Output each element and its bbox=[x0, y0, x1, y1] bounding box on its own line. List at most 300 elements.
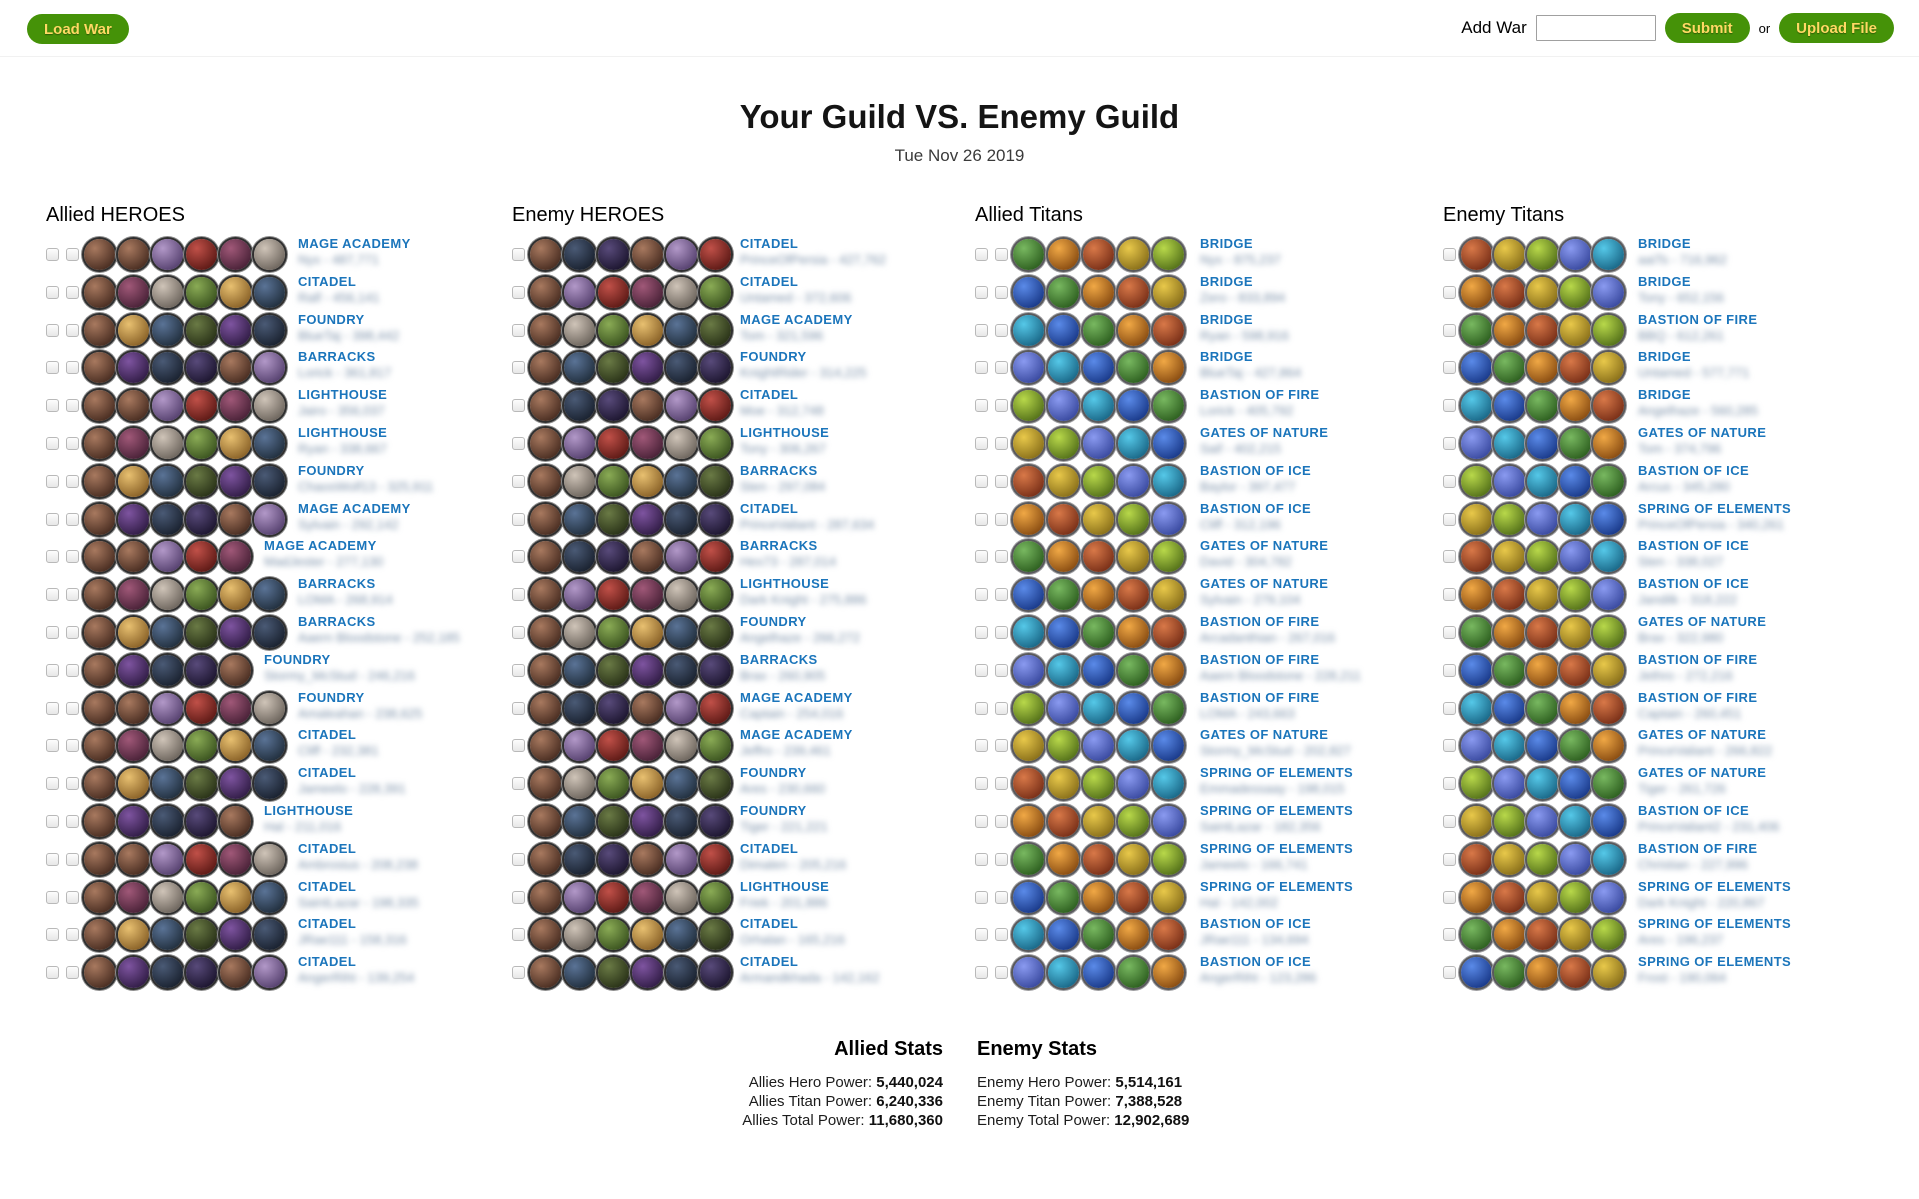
defense-checkbox[interactable] bbox=[512, 966, 525, 979]
titan-avatar bbox=[1153, 693, 1184, 724]
titan-avatar bbox=[1083, 239, 1114, 270]
stat-label: Enemy Hero Power: bbox=[977, 1074, 1112, 1091]
defense-checkbox[interactable] bbox=[512, 324, 525, 337]
titan-avatar bbox=[1083, 693, 1114, 724]
hero-avatar bbox=[152, 768, 183, 799]
stat-line bbox=[640, 1073, 943, 1092]
defense-checkbox[interactable] bbox=[995, 475, 1008, 488]
player-name-blurred: Hex73 - 287,014 bbox=[740, 554, 837, 570]
defense-checkbox[interactable] bbox=[975, 361, 988, 374]
defense-checkbox[interactable] bbox=[46, 361, 59, 374]
building-label: LIGHTHOUSE bbox=[740, 878, 830, 894]
player-name-blurred: Christian - 227,996 bbox=[1638, 856, 1748, 872]
defense-checkbox[interactable] bbox=[512, 626, 525, 639]
player-name-blurred: KnightRider - 314,225 bbox=[740, 365, 867, 381]
titan-avatar bbox=[1494, 806, 1525, 837]
hero-avatar bbox=[254, 957, 285, 988]
hero-avatar bbox=[598, 617, 629, 648]
building-label: BARRACKS bbox=[298, 614, 376, 629]
titan-avatar bbox=[1461, 352, 1492, 383]
defense-checkbox[interactable] bbox=[1443, 739, 1456, 752]
defense-checkbox[interactable] bbox=[1443, 399, 1456, 412]
stat-value: 11,680,360 bbox=[868, 1112, 943, 1129]
titan-avatar bbox=[1048, 466, 1079, 497]
defense-checkbox[interactable] bbox=[975, 777, 988, 790]
player-name-blurred: Angelhaze - 266,272 bbox=[740, 630, 860, 645]
titan-avatar bbox=[1013, 466, 1044, 497]
hero-avatar bbox=[84, 541, 115, 572]
defense-checkbox[interactable] bbox=[66, 853, 79, 866]
player-name-blurred: Brax - 322,980 bbox=[1638, 630, 1724, 645]
defense-checkbox[interactable] bbox=[975, 739, 988, 752]
defense-checkbox[interactable] bbox=[975, 550, 988, 563]
building-label: GATES OF NATURE bbox=[1638, 765, 1767, 781]
defense-checkbox[interactable] bbox=[995, 399, 1008, 412]
titan-avatar bbox=[1153, 277, 1184, 308]
hero-avatar bbox=[254, 315, 285, 346]
defense-checkbox[interactable] bbox=[1443, 361, 1456, 374]
hero-avatar bbox=[598, 541, 629, 572]
hero-avatar bbox=[632, 693, 663, 724]
defense-checkbox[interactable] bbox=[1443, 550, 1456, 563]
player-name-blurred: Sten - 338,027 bbox=[1638, 554, 1724, 570]
hero-avatar bbox=[220, 693, 251, 724]
titan-avatar bbox=[1153, 239, 1184, 270]
titan-avatar bbox=[1461, 541, 1492, 572]
allied-heroes-header: Allied HEROES bbox=[46, 204, 185, 226]
hero-avatar bbox=[118, 768, 149, 799]
titan-avatar bbox=[1560, 541, 1591, 572]
defense-checkbox[interactable] bbox=[512, 550, 525, 563]
titan-avatar bbox=[1461, 844, 1492, 875]
player-name-blurred: Stormy_McStud - 202,827 bbox=[1200, 743, 1352, 759]
defense-checkbox[interactable] bbox=[46, 248, 59, 261]
defense-checkbox[interactable] bbox=[995, 702, 1008, 715]
titan-avatar bbox=[1118, 655, 1149, 686]
defense-checkbox[interactable] bbox=[512, 361, 525, 374]
player-name-blurred: Ambrosius - 208,238 bbox=[298, 856, 418, 872]
defense-checkbox[interactable] bbox=[46, 966, 59, 979]
defense-checkbox[interactable] bbox=[46, 437, 59, 450]
stat-value: 7,388,528 bbox=[1115, 1093, 1183, 1110]
defense-checkbox[interactable] bbox=[995, 739, 1008, 752]
titan-avatar bbox=[1083, 541, 1114, 572]
hero-avatar bbox=[666, 239, 697, 270]
hero-avatar bbox=[152, 541, 183, 572]
defense-checkbox[interactable] bbox=[512, 475, 525, 488]
titan-avatar bbox=[1048, 315, 1079, 346]
titan-avatar bbox=[1153, 504, 1184, 535]
player-name-blurred: David - 304,782 bbox=[1200, 554, 1292, 570]
defense-checkbox[interactable] bbox=[1443, 815, 1456, 828]
hero-avatar bbox=[700, 768, 731, 799]
hero-avatar bbox=[564, 882, 595, 913]
defense-checkbox[interactable] bbox=[46, 286, 59, 299]
hero-avatar bbox=[118, 239, 149, 270]
hero-avatar bbox=[700, 730, 731, 761]
titan-avatar bbox=[1494, 315, 1525, 346]
defense-checkbox[interactable] bbox=[995, 513, 1008, 526]
defense-checkbox[interactable] bbox=[995, 891, 1008, 904]
defense-checkbox[interactable] bbox=[66, 966, 79, 979]
player-name-blurred: Orhalan - 165,216 bbox=[740, 932, 845, 948]
defense-checkbox[interactable] bbox=[66, 437, 79, 450]
defense-checkbox[interactable] bbox=[46, 777, 59, 790]
defense-checkbox[interactable] bbox=[46, 664, 59, 677]
titan-avatar bbox=[1083, 655, 1114, 686]
titan-avatar bbox=[1461, 693, 1492, 724]
titan-avatar bbox=[1593, 768, 1624, 799]
defense-checkbox[interactable] bbox=[975, 815, 988, 828]
hero-avatar bbox=[564, 466, 595, 497]
defense-checkbox[interactable] bbox=[995, 966, 1008, 979]
add-war-input[interactable] bbox=[1536, 15, 1656, 41]
defense-checkbox[interactable] bbox=[995, 588, 1008, 601]
player-name-blurred: PrinceValiant - 287,634 bbox=[740, 516, 875, 532]
hero-avatar bbox=[254, 239, 285, 270]
defense-checkbox[interactable] bbox=[46, 324, 59, 337]
titan-avatar bbox=[1013, 390, 1044, 421]
titan-avatar bbox=[1593, 277, 1624, 308]
defense-checkbox[interactable] bbox=[1443, 702, 1456, 715]
defense-checkbox[interactable] bbox=[46, 550, 59, 563]
defense-checkbox[interactable] bbox=[66, 324, 79, 337]
defense-checkbox[interactable] bbox=[512, 588, 525, 601]
defense-checkbox[interactable] bbox=[512, 248, 525, 261]
defense-checkbox[interactable] bbox=[975, 966, 988, 979]
building-label: FOUNDRY bbox=[298, 311, 365, 327]
defense-checkbox[interactable] bbox=[66, 739, 79, 752]
hero-avatar bbox=[220, 466, 251, 497]
hero-avatar bbox=[598, 466, 629, 497]
hero-avatar bbox=[152, 655, 183, 686]
player-name-blurred: Jameelo - 166,741 bbox=[1200, 856, 1308, 872]
hero-avatar bbox=[564, 655, 595, 686]
defense-checkbox[interactable] bbox=[995, 248, 1008, 261]
player-name-blurred: AngerRiht - 123,286 bbox=[1200, 970, 1317, 986]
hero-avatar bbox=[530, 352, 561, 383]
defense-checkbox[interactable] bbox=[1443, 664, 1456, 677]
building-label: BARRACKS bbox=[298, 576, 376, 592]
defense-checkbox[interactable] bbox=[975, 437, 988, 450]
hero-avatar bbox=[152, 806, 183, 837]
defense-checkbox[interactable] bbox=[995, 361, 1008, 374]
hero-avatar bbox=[118, 617, 149, 648]
defense-checkbox[interactable] bbox=[66, 588, 79, 601]
titan-avatar bbox=[1153, 768, 1184, 799]
hero-avatar bbox=[220, 239, 251, 270]
titan-avatar bbox=[1083, 844, 1114, 875]
titan-avatar bbox=[1048, 957, 1079, 988]
hero-avatar bbox=[700, 541, 731, 572]
defense-checkbox[interactable] bbox=[66, 286, 79, 299]
defense-checkbox[interactable] bbox=[512, 891, 525, 904]
defense-checkbox[interactable] bbox=[1443, 928, 1456, 941]
hero-avatar bbox=[700, 504, 731, 535]
building-label: MAGE ACADEMY bbox=[740, 727, 853, 743]
defense-checkbox[interactable] bbox=[975, 513, 988, 526]
defense-checkbox[interactable] bbox=[1443, 891, 1456, 904]
hero-avatar bbox=[152, 390, 183, 421]
defense-checkbox[interactable] bbox=[975, 891, 988, 904]
player-name-blurred: Amaleahan - 238,625 bbox=[298, 705, 423, 721]
hero-avatar bbox=[598, 882, 629, 913]
defense-checkbox[interactable] bbox=[66, 777, 79, 790]
hero-avatar bbox=[666, 617, 697, 648]
defense-checkbox[interactable] bbox=[1443, 853, 1456, 866]
hero-avatar bbox=[700, 882, 731, 913]
player-name-blurred: Nyx - 487,771 bbox=[298, 252, 379, 267]
hero-avatar bbox=[186, 693, 217, 724]
hero-avatar bbox=[152, 882, 183, 913]
hero-avatar bbox=[152, 693, 183, 724]
titan-avatar bbox=[1527, 352, 1558, 383]
defense-checkbox[interactable] bbox=[1443, 777, 1456, 790]
hero-avatar bbox=[254, 882, 285, 913]
defense-checkbox[interactable] bbox=[995, 626, 1008, 639]
hero-avatar bbox=[564, 693, 595, 724]
building-label: MAGE ACADEMY bbox=[740, 311, 853, 327]
upload-file-button[interactable]: Upload File bbox=[1779, 13, 1894, 43]
player-name-blurred: Captain - 254,016 bbox=[740, 705, 844, 721]
hero-avatar bbox=[700, 693, 731, 724]
defense-checkbox[interactable] bbox=[995, 664, 1008, 677]
player-name-blurred: Tiger - 221,221 bbox=[740, 819, 828, 834]
hero-avatar bbox=[186, 504, 217, 535]
titan-avatar bbox=[1048, 352, 1079, 383]
defense-checkbox[interactable] bbox=[512, 664, 525, 677]
titan-avatar bbox=[1560, 768, 1591, 799]
defense-checkbox[interactable] bbox=[66, 399, 79, 412]
player-name-blurred: Ralf - 456,141 bbox=[298, 289, 380, 305]
defense-checkbox[interactable] bbox=[512, 739, 525, 752]
hero-avatar bbox=[530, 579, 561, 610]
titan-avatar bbox=[1461, 806, 1492, 837]
defense-checkbox[interactable] bbox=[512, 853, 525, 866]
titan-avatar bbox=[1118, 390, 1149, 421]
hero-avatar bbox=[700, 352, 731, 383]
building-label: MAGE ACADEMY bbox=[740, 689, 853, 705]
defense-checkbox[interactable] bbox=[1443, 437, 1456, 450]
building-label: CITADEL bbox=[298, 765, 357, 781]
defense-checkbox[interactable] bbox=[512, 437, 525, 450]
defense-checkbox[interactable] bbox=[66, 550, 79, 563]
hero-avatar bbox=[666, 957, 697, 988]
building-label: FOUNDRY bbox=[298, 689, 365, 705]
defense-checkbox[interactable] bbox=[66, 361, 79, 374]
titan-avatar bbox=[1118, 768, 1149, 799]
building-label: CITADEL bbox=[740, 236, 799, 251]
titan-avatar bbox=[1013, 352, 1044, 383]
defense-checkbox[interactable] bbox=[975, 286, 988, 299]
titan-avatar bbox=[1013, 919, 1044, 950]
hero-avatar bbox=[220, 277, 251, 308]
hero-avatar bbox=[186, 919, 217, 950]
titan-avatar bbox=[1118, 579, 1149, 610]
hero-avatar bbox=[84, 315, 115, 346]
defense-checkbox[interactable] bbox=[1443, 513, 1456, 526]
hero-avatar bbox=[152, 428, 183, 459]
defense-checkbox[interactable] bbox=[975, 324, 988, 337]
building-label: MAGE ACADEMY bbox=[264, 538, 377, 554]
defense-checkbox[interactable] bbox=[1443, 588, 1456, 601]
titan-avatar bbox=[1527, 768, 1558, 799]
titan-avatar bbox=[1153, 428, 1184, 459]
defense-checkbox[interactable] bbox=[46, 853, 59, 866]
defense-checkbox[interactable] bbox=[975, 399, 988, 412]
defense-checkbox[interactable] bbox=[975, 702, 988, 715]
defense-checkbox[interactable] bbox=[995, 550, 1008, 563]
defense-checkbox[interactable] bbox=[975, 853, 988, 866]
defense-checkbox[interactable] bbox=[66, 702, 79, 715]
building-label: SPRING OF ELEMENTS bbox=[1638, 954, 1792, 970]
load-war-button[interactable]: Load War bbox=[27, 14, 129, 44]
defense-checkbox[interactable] bbox=[1443, 286, 1456, 299]
defense-checkbox[interactable] bbox=[46, 626, 59, 639]
defense-checkbox[interactable] bbox=[975, 475, 988, 488]
defense-checkbox[interactable] bbox=[512, 702, 525, 715]
hero-avatar bbox=[564, 428, 595, 459]
defense-checkbox[interactable] bbox=[66, 664, 79, 677]
building-label: BRIDGE bbox=[1638, 349, 1691, 365]
defense-checkbox[interactable] bbox=[66, 513, 79, 526]
defense-checkbox[interactable] bbox=[66, 815, 79, 828]
titan-avatar bbox=[1494, 882, 1525, 913]
defense-checkbox[interactable] bbox=[46, 513, 59, 526]
defense-checkbox[interactable] bbox=[512, 928, 525, 941]
defense-checkbox[interactable] bbox=[1443, 248, 1456, 261]
defense-checkbox[interactable] bbox=[512, 286, 525, 299]
hero-avatar bbox=[186, 655, 217, 686]
defense-checkbox[interactable] bbox=[975, 248, 988, 261]
hero-avatar bbox=[152, 844, 183, 875]
titan-avatar bbox=[1013, 277, 1044, 308]
hero-avatar bbox=[632, 768, 663, 799]
defense-checkbox[interactable] bbox=[512, 815, 525, 828]
hero-avatar bbox=[118, 655, 149, 686]
defense-checkbox[interactable] bbox=[1443, 475, 1456, 488]
titan-avatar bbox=[1013, 768, 1044, 799]
defense-checkbox[interactable] bbox=[975, 928, 988, 941]
defense-checkbox[interactable] bbox=[995, 815, 1008, 828]
defense-checkbox[interactable] bbox=[66, 248, 79, 261]
titan-avatar bbox=[1118, 844, 1149, 875]
titan-avatar bbox=[1118, 239, 1149, 270]
building-label: LIGHTHOUSE bbox=[264, 803, 354, 818]
building-label: BASTION OF ICE bbox=[1638, 538, 1750, 554]
stat-value: 5,514,161 bbox=[1115, 1074, 1183, 1091]
building-label: BASTION OF ICE bbox=[1200, 462, 1312, 478]
defense-checkbox[interactable] bbox=[66, 626, 79, 639]
titan-avatar bbox=[1494, 428, 1525, 459]
hero-avatar bbox=[220, 882, 251, 913]
building-label: BASTION OF FIRE bbox=[1200, 651, 1320, 667]
defense-checkbox[interactable] bbox=[512, 399, 525, 412]
defense-checkbox[interactable] bbox=[995, 324, 1008, 337]
defense-checkbox[interactable] bbox=[995, 777, 1008, 790]
defense-checkbox[interactable] bbox=[46, 399, 59, 412]
titan-avatar bbox=[1048, 919, 1079, 950]
building-label: BRIDGE bbox=[1638, 273, 1691, 289]
defense-checkbox[interactable] bbox=[1443, 626, 1456, 639]
hero-avatar bbox=[598, 919, 629, 950]
defense-checkbox[interactable] bbox=[512, 513, 525, 526]
titan-avatar bbox=[1083, 504, 1114, 535]
defense-checkbox[interactable] bbox=[995, 437, 1008, 450]
defense-checkbox[interactable] bbox=[66, 891, 79, 904]
player-name-blurred: Dark Knight - 275,886 bbox=[740, 592, 867, 608]
defense-checkbox[interactable] bbox=[1443, 966, 1456, 979]
enemy-titans-header: Enemy Titans bbox=[1443, 204, 1565, 226]
titan-avatar bbox=[1461, 390, 1492, 421]
player-name-blurred: Captain - 260,451 bbox=[1638, 705, 1742, 721]
building-label: BASTION OF FIRE bbox=[1638, 311, 1758, 327]
titan-avatar bbox=[1083, 466, 1114, 497]
defense-checkbox[interactable] bbox=[66, 928, 79, 941]
defense-checkbox[interactable] bbox=[46, 739, 59, 752]
hero-avatar bbox=[186, 315, 217, 346]
building-label: BARRACKS bbox=[740, 462, 818, 478]
hero-avatar bbox=[700, 466, 731, 497]
defense-checkbox[interactable] bbox=[46, 928, 59, 941]
defense-checkbox[interactable] bbox=[46, 475, 59, 488]
hero-avatar bbox=[186, 390, 217, 421]
titan-avatar bbox=[1527, 617, 1558, 648]
player-name-blurred: LOMA - 243,663 bbox=[1200, 705, 1295, 721]
hero-avatar bbox=[632, 541, 663, 572]
hero-avatar bbox=[84, 768, 115, 799]
defense-checkbox[interactable] bbox=[46, 815, 59, 828]
building-label: BRIDGE bbox=[1200, 349, 1253, 365]
stat-line bbox=[640, 1092, 943, 1111]
defense-checkbox[interactable] bbox=[995, 853, 1008, 866]
hero-avatar bbox=[152, 315, 183, 346]
defense-checkbox[interactable] bbox=[975, 588, 988, 601]
hero-avatar bbox=[530, 239, 561, 270]
defense-checkbox[interactable] bbox=[512, 777, 525, 790]
hero-avatar bbox=[84, 352, 115, 383]
titan-avatar bbox=[1118, 352, 1149, 383]
titan-avatar bbox=[1048, 844, 1079, 875]
hero-avatar bbox=[530, 693, 561, 724]
titan-avatar bbox=[1461, 957, 1492, 988]
submit-button[interactable]: Submit bbox=[1665, 13, 1750, 43]
defense-checkbox[interactable] bbox=[46, 588, 59, 601]
titan-avatar bbox=[1153, 579, 1184, 610]
hero-avatar bbox=[186, 768, 217, 799]
hero-avatar bbox=[598, 957, 629, 988]
hero-avatar bbox=[118, 844, 149, 875]
building-label: FOUNDRY bbox=[740, 349, 807, 365]
allied-stats bbox=[640, 1038, 943, 1130]
defense-checkbox[interactable] bbox=[66, 475, 79, 488]
defense-checkbox[interactable] bbox=[995, 928, 1008, 941]
titan-avatar bbox=[1048, 768, 1079, 799]
defense-checkbox[interactable] bbox=[995, 286, 1008, 299]
defense-checkbox[interactable] bbox=[975, 626, 988, 639]
defense-checkbox[interactable] bbox=[46, 891, 59, 904]
titan-avatar bbox=[1118, 541, 1149, 572]
player-name-blurred: Dimalen - 205,216 bbox=[740, 856, 847, 872]
titan-avatar bbox=[1527, 882, 1558, 913]
defense-checkbox[interactable] bbox=[1443, 324, 1456, 337]
player-name-blurred: Moe - 312,748 bbox=[740, 403, 824, 419]
titan-avatar bbox=[1153, 315, 1184, 346]
defense-checkbox[interactable] bbox=[46, 702, 59, 715]
player-name-blurred: aaiTs - 716,962 bbox=[1638, 252, 1727, 267]
defense-checkbox[interactable] bbox=[975, 664, 988, 677]
stat-label: Allies Titan Power: bbox=[748, 1093, 873, 1110]
